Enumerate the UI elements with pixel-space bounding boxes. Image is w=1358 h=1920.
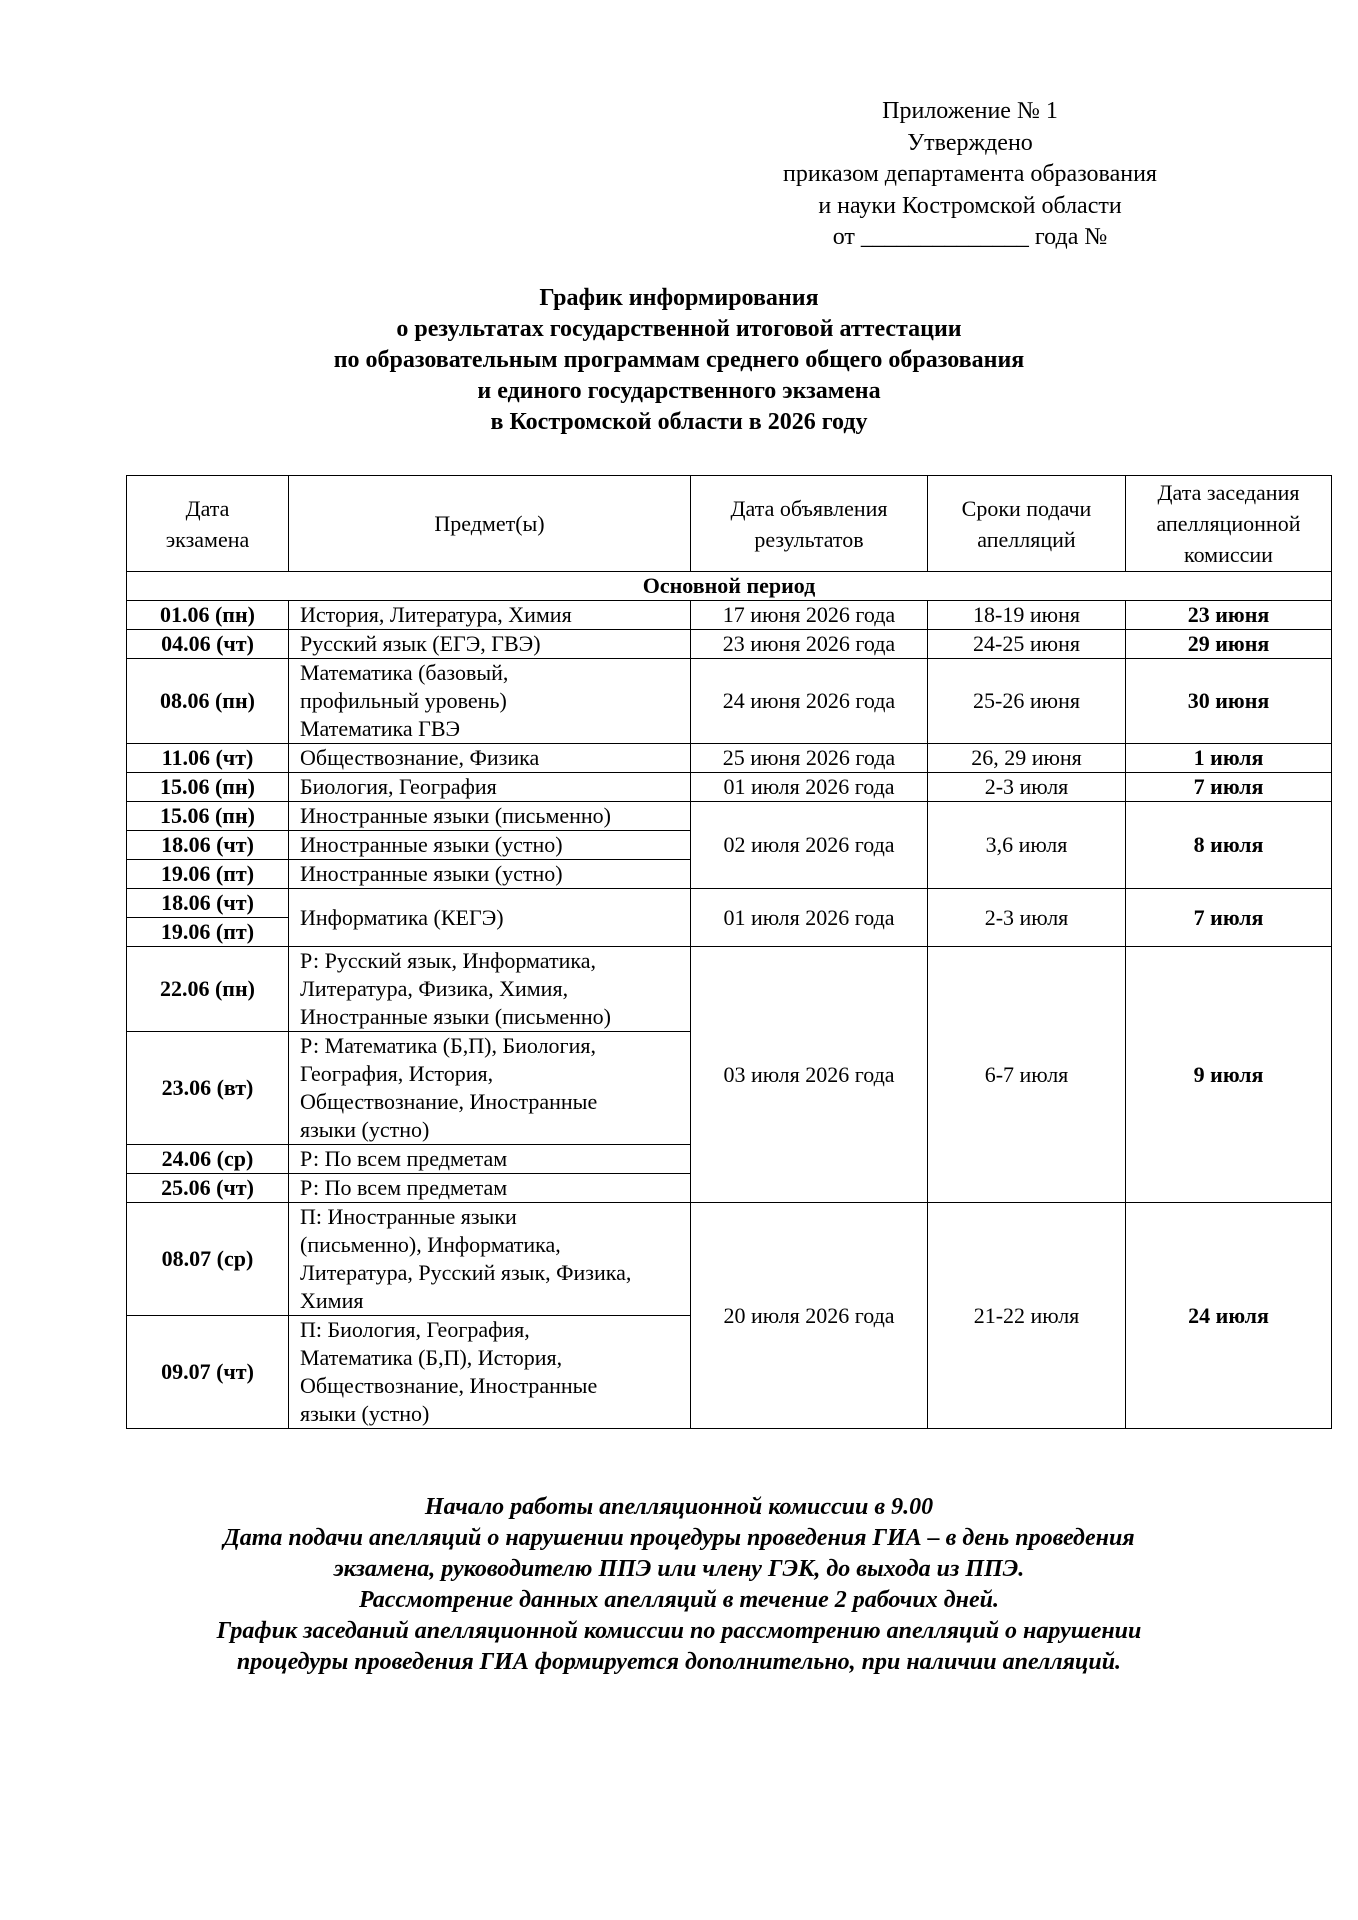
header-exam-date: Дата экзамена: [127, 476, 289, 572]
header-subjects: Предмет(ы): [289, 476, 691, 572]
exam-subjects: Обществознание, Физика: [289, 744, 691, 773]
table-row: [127, 601, 1332, 630]
results-date: 25 июня 2026 года: [691, 744, 928, 773]
appeal-period: 24-25 июня: [928, 630, 1126, 659]
exam-date: 22.06 (пн): [127, 947, 289, 1032]
appeal-period: 2-3 июля: [928, 889, 1126, 947]
table-row: [127, 744, 1332, 773]
notes-block: [0, 1492, 1358, 1678]
title-line: и единого государственного экзамена: [477, 378, 881, 404]
commission-date: 8 июля: [1126, 802, 1332, 889]
table-row: [127, 802, 1332, 831]
note-line: Дата подачи апелляций о нарушении процедуры проведения ГИА – в день проведения: [223, 1525, 1135, 1551]
results-date: 17 июня 2026 года: [691, 601, 928, 630]
exam-subjects: Информатика (КЕГЭ): [289, 889, 691, 947]
results-date: 20 июля 2026 года: [691, 1203, 928, 1429]
department-line: и науки Костромской области: [818, 192, 1122, 219]
appeal-period: 3,6 июля: [928, 802, 1126, 889]
exam-date: 23.06 (вт): [127, 1032, 289, 1145]
header-commission-date: Дата заседания апелляционной комиссии: [1126, 476, 1332, 572]
commission-date: 23 июня: [1126, 601, 1332, 630]
exam-date: 18.06 (чт): [127, 889, 289, 918]
results-date: 03 июля 2026 года: [691, 947, 928, 1203]
exam-subjects: История, Литература, Химия: [289, 601, 691, 630]
exam-subjects: Р: Математика (Б,П), Биология, География, История, Обществознание, Иностранные языки (устно): [289, 1032, 691, 1145]
title-line: в Костромской области в 2026 году: [490, 409, 868, 435]
note-line: График заседаний апелляционной комиссии по рассмотрению апелляций о нарушении: [216, 1618, 1142, 1644]
results-date: 23 июня 2026 года: [691, 630, 928, 659]
approval-block: [690, 96, 1250, 254]
exam-date: 15.06 (пн): [127, 802, 289, 831]
title-line: о результатах государственной итоговой аттестации: [396, 316, 962, 342]
header-appeal-period: Сроки подачи апелляций: [928, 476, 1126, 572]
commission-date: 9 июля: [1126, 947, 1332, 1203]
note-line: процедуры проведения ГИА формируется дополнительно, при наличии апелляций.: [236, 1649, 1122, 1675]
exam-subjects: Иностранные языки (устно): [289, 831, 691, 860]
appeal-period: 18-19 июня: [928, 601, 1126, 630]
exam-date: 15.06 (пн): [127, 773, 289, 802]
exam-subjects: Р: По всем предметам: [289, 1174, 691, 1203]
table-row: [127, 889, 1332, 918]
approved-label: Утверждено: [907, 129, 1033, 156]
exam-date: 24.06 (ср): [127, 1145, 289, 1174]
commission-date: 7 июля: [1126, 773, 1332, 802]
table-row: [127, 630, 1332, 659]
exam-subjects: Иностранные языки (письменно): [289, 802, 691, 831]
table-row: [127, 947, 1332, 1032]
period-label: Основной период: [127, 572, 1332, 601]
appeal-period: 26, 29 июня: [928, 744, 1126, 773]
title-line: График информирования: [539, 285, 819, 311]
exam-subjects: П: Иностранные языки (письменно), Информатика, Литература, Русский язык, Физика, Химия: [289, 1203, 691, 1316]
exam-date: 19.06 (пт): [127, 918, 289, 947]
commission-date: 1 июля: [1126, 744, 1332, 773]
results-date: 02 июля 2026 года: [691, 802, 928, 889]
table-row: [127, 773, 1332, 802]
note-line: Начало работы апелляционной комиссии в 9.00: [424, 1494, 934, 1520]
exam-subjects: Биология, География: [289, 773, 691, 802]
exam-subjects: Математика (базовый, профильный уровень) Математика ГВЭ: [289, 659, 691, 744]
exam-date: 01.06 (пн): [127, 601, 289, 630]
exam-date: 08.07 (ср): [127, 1203, 289, 1316]
title-line: по образовательным программам среднего общего образования: [333, 347, 1025, 373]
exam-subjects: Р: Русский язык, Информатика, Литература, Физика, Химия, Иностранные языки (письменно): [289, 947, 691, 1032]
exam-subjects: Русский язык (ЕГЭ, ГВЭ): [289, 630, 691, 659]
note-line: Рассмотрение данных апелляций в течение 2 рабочих дней.: [359, 1587, 999, 1613]
commission-date: 29 июня: [1126, 630, 1332, 659]
table-row: [127, 1203, 1332, 1316]
order-line: приказом департамента образования: [783, 161, 1157, 187]
results-date: 01 июля 2026 года: [691, 889, 928, 947]
header-results-date: Дата объявления результатов: [691, 476, 928, 572]
commission-date: 24 июля: [1126, 1203, 1332, 1429]
note-line: экзамена, руководителю ППЭ или члену ГЭК, до выхода из ППЭ.: [333, 1556, 1025, 1582]
period-row: [127, 572, 1332, 601]
exam-date: 09.07 (чт): [127, 1316, 289, 1429]
schedule-table: [126, 475, 1332, 1429]
exam-date: 04.06 (чт): [127, 630, 289, 659]
exam-date: 08.06 (пн): [127, 659, 289, 744]
exam-subjects: П: Биология, География, Математика (Б,П), История, Обществознание, Иностранные языки (устно): [289, 1316, 691, 1429]
exam-date: 11.06 (чт): [127, 744, 289, 773]
appeal-period: 25-26 июня: [928, 659, 1126, 744]
appeal-period: 21-22 июля: [928, 1203, 1126, 1429]
table-row: [127, 659, 1332, 744]
results-date: 24 июня 2026 года: [691, 659, 928, 744]
document-title: [0, 283, 1358, 438]
commission-date: 30 июня: [1126, 659, 1332, 744]
commission-date: 7 июля: [1126, 889, 1332, 947]
appeal-period: 2-3 июля: [928, 773, 1126, 802]
exam-subjects: Р: По всем предметам: [289, 1145, 691, 1174]
table-header-row: [127, 476, 1332, 572]
order-date-line: от ______________ года №: [832, 224, 1108, 250]
exam-date: 25.06 (чт): [127, 1174, 289, 1203]
appeal-period: 6-7 июля: [928, 947, 1126, 1203]
exam-date: 18.06 (чт): [127, 831, 289, 860]
exam-subjects: Иностранные языки (устно): [289, 860, 691, 889]
appendix-number: Приложение № 1: [882, 98, 1058, 124]
results-date: 01 июля 2026 года: [691, 773, 928, 802]
exam-date: 19.06 (пт): [127, 860, 289, 889]
